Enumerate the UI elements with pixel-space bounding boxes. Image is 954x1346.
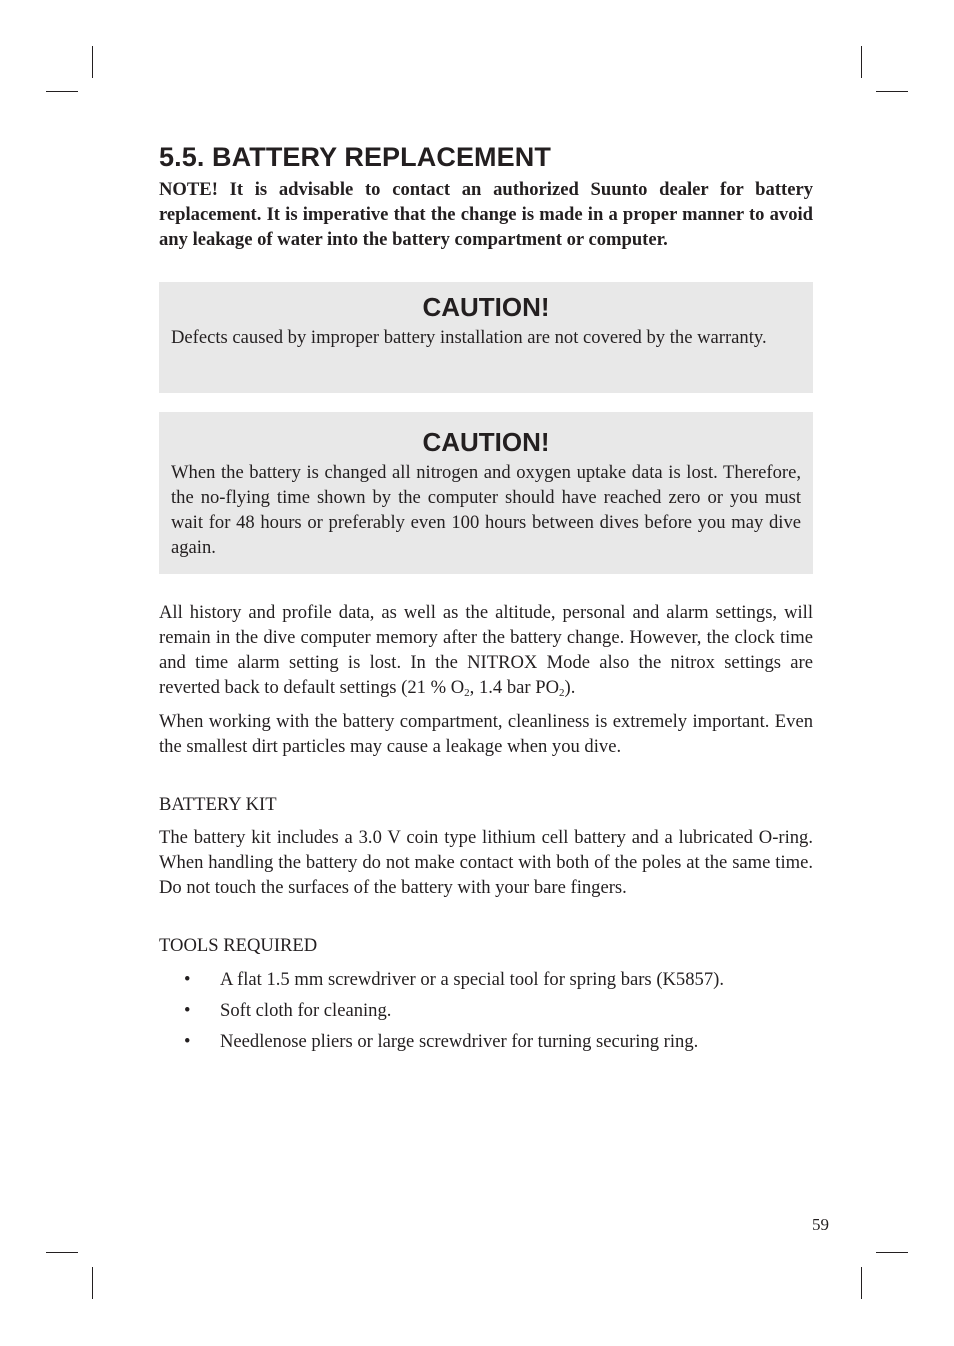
tools-list [159,967,813,1054]
battery-kit-heading: BATTERY KIT [159,794,277,815]
list-item [159,1029,813,1054]
caution-title: CAUTION! [422,292,550,322]
list-item-text: Soft cloth for cleaning. [220,1000,392,1021]
subscript: 2 [559,687,565,699]
list-item-text: Needlenose pliers or large screwdriver for turning securing ring. [220,1031,699,1052]
caution-box-nitrogen-data [159,412,813,574]
history-text-b: , 1.4 bar PO [469,677,560,698]
crop-mark-top-left-v [92,46,93,78]
page-content [159,138,813,1060]
crop-mark-bottom-left-v [92,1267,93,1299]
crop-mark-bottom-right-v [861,1267,862,1299]
crop-mark-top-left-h [46,91,78,92]
list-item [159,967,813,992]
page-number: 59 [812,1215,829,1234]
crop-mark-bottom-right-h [876,1252,908,1253]
section-title: 5.5. BATTERY REPLACEMENT [159,142,551,172]
crop-mark-top-right-h [876,91,908,92]
cleanliness-paragraph: When working with the battery compartment, cleanliness is extremely important. Even the smallest dirt particles may cause a leakage when you dive. [159,711,813,757]
tools-heading: TOOLS REQUIRED [159,935,318,956]
history-text-a: All history and profile data, as well as the altitude, personal and alarm settings, will remain in the dive computer memory after the battery change. However, the clock time and time alarm setting is lost. In the NITROX Mode also the nitrox settings are reverted back to default settings (21 % O [159,602,813,698]
note-paragraph: NOTE! It is advisable to contact an authorized Suunto dealer for battery replacement. It is imperative that the change is made in a proper manner to avoid any leakage of water into the battery compartment or computer. [159,179,813,250]
history-text-c: ). [564,677,576,698]
caution-text: When the battery is changed all nitrogen and oxygen uptake data is lost. Therefore, the no-flying time shown by the computer should have reached zero or you must wait for 48 hours or preferably even 100 hours between dives before you may dive again. [171,462,801,558]
bullet: • [184,969,191,990]
battery-kit-paragraph: The battery kit includes a 3.0 V coin type lithium cell battery and a lubricated O-ring. When handling the battery do not make contact with both of the poles at the same time. Do not touch the surfaces of the battery with your bare fingers. [159,827,813,898]
list-item [159,998,813,1023]
bullet: • [184,1031,191,1052]
history-paragraph [159,600,813,700]
caution-box-warranty [159,282,813,393]
crop-mark-bottom-left-h [46,1252,78,1253]
crop-mark-top-right-v [861,46,862,78]
bullet: • [184,1000,191,1021]
caution-text: Defects caused by improper battery installation are not covered by the warranty. [171,327,767,348]
caution-title: CAUTION! [422,427,550,457]
subscript: 2 [464,687,470,699]
list-item-text: A flat 1.5 mm screwdriver or a special tool for spring bars (K5857). [220,969,724,990]
